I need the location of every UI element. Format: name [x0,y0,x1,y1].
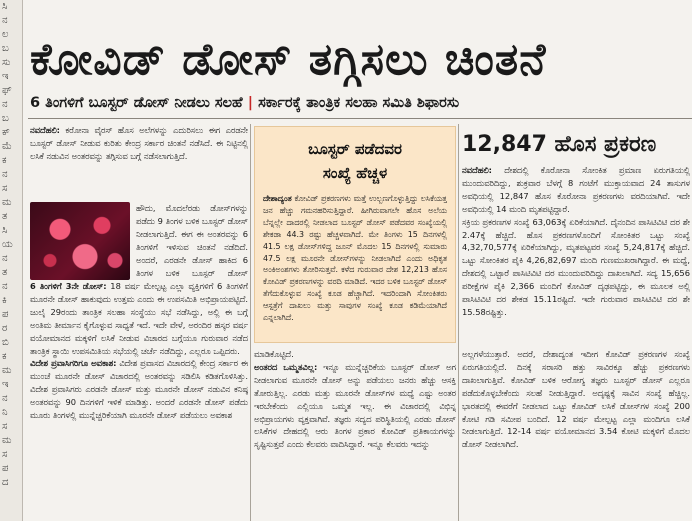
gutter-fragment: ಕ್ [2,127,10,138]
col1-para-1: ನವದೆಹಲಿ: ಕರೋನಾ ವೈರಸ್ ಹೊಸ ಅಲೆಗಳನ್ನು ಎದುರಿಸಲು ಈಗ ಎರಡನೇ ಬೂಸ್ಟರ್ ಡೋಸ್ ನೀಡುವ ಕುರಿತು ಕೇಂದ್ರ ಸರ್ಕಾರ ಚಿಂತನೆ ನಡೆಸಿದೆ. ಈ ನಿಟ್ಟಿನಲ್ಲಿ ಲಸಿಕೆ ನಡುವಿನ ಅಂತರವನ್ನು ತಗ್ಗಿಸುವ ಬಗ್ಗೆ ನಡೆಸಲಾಗುತ್ತಿದೆ. [30,125,248,161]
col1-para-3: 6 ತಿಂಗಳಿಗೆ 3ನೇ ಡೋಸ್: 18 ವರ್ಷ ಮೇಲ್ಪಟ್ಟ ಎಲ್ಲಾ ವ್ಯಕ್ತಿಗಳಿಗೆ 6 ತಿಂಗಳಿಗೆ ಮೂರನೇ ಡೋಸ್ ಹಾಕುವುದು ಉತ್ತಮ ಎಂದು ಈ ಉಪಸಮಿತಿ ಅಭಿಪ್ರಾಯಪಟ್ಟಿದೆ. ಜುಲೈ 29ರಂದು ತಾಂತ್ರಿಕ ಸಲಹಾ ಸಂಸ್ಥೆಯು ಸಭೆ ನಡೆಸಿದ್ದು, ಅಲ್ಲಿ ಈ ಬಗ್ಗೆ ಅಂತಿಮ ತೀರ್ಮಾನ ಕೈಗೊಳ್ಳುವ ಸಾಧ್ಯತೆ ಇದೆ. ಇದೇ ವೇಳೆ, ಅರಂದಿರ ಹಸ್ಕರ ವರ್ಷ ವಯೋಮಾನದ ಮಕ್ಕಳಿಗೆ ಲಸಿಕೆ ನೀಡುವ ವಿಚಾರದ ಬಗ್ಗೆಯೂ ಗುರುವಾರ ನಡೆದ ತಾಂತ್ರಿಕ ಸ್ಥಾಯಿ ಉಪಸಮಿತಿಯ ಸಭೆಯಲ್ಲಿ ಚರ್ಚೆ ನಡೆದಿದ್ದು, ಎಲ್ಲರೂ ಒಪ್ಪಿದರು. [30,281,248,356]
gutter-fragment: ನ [2,393,8,404]
gutter-fragment: ತ [2,267,8,278]
gutter-fragment: ಸು [2,57,11,68]
gutter-fragment: ಮ [2,197,12,208]
col2-para-1: ಮಾಡಿಕೊಟ್ಟಿದೆ. [254,349,294,359]
subhead-separator: | [247,95,253,111]
gutter-fragment: ತ [2,211,8,222]
headline: ಕೋವಿಡ್ ಡೋಸ್ ತಗ್ಗಿಸಲು ಚಿಂತನೆ [30,34,547,85]
gutter-fragment: ಇ [2,379,9,390]
gutter-fragment: ಲ [2,29,9,40]
gutter-fragment: ಕಿ [2,295,7,306]
new-cases-headline: 12,847 ಹೊಸ ಪ್ರಕರಣ [462,132,657,157]
col2-para-2: ಅಂತರದ ಒಮ್ಮತವಿಲ್ಲ: ಇನ್ನೂ ಮುನ್ನೆಚ್ಚರಿಕೆಯ ಬೂಸ್ಟರ್ ಡೋಸ್ ಅಗ ನೀಡಲಾಗುವ ಮೂರನೇ ಡೋಸ್ ಅನ್ನು ಪಡೆಯಲು ಜನರು ಹೆಚ್ಚು ಆಸಕ್ತಿ ತೋರುತ್ತಿಲ್ಲ. ಎರಡು ಮತ್ತು ಮೂರನೇ ಡೋಸ್‌ಗಳ ಮಧ್ಯೆ ಎಷ್ಟು ಅಂತರ ಇರಬೇಕೆಂದು ಎಲ್ಲಿಯೂ ಒಮ್ಮತ ಇಲ್ಲ. ಈ ವಿಚಾರದಲ್ಲಿ ವಿಭಿನ್ನ ಅಭಿಪ್ರಾಯಗಳು ವ್ಯಕ್ತವಾಗಿವೆ. ತಜ್ಞರು ಸದ್ಯದ ಪರಿಸ್ಥಿತಿಯಲ್ಲಿ ಎರಡು ಡೋಸ್ ಲಸಿಕೆಗಳ ದೇಹದಲ್ಲಿ ಆರು ತಿಂಗಳ ಪ್ರಕಾರ ಕೋವಿಡ್ ಪ್ರತಿಕಾಯಗಳನ್ನು ಸೃಷ್ಟಿಸುತ್ತವೆ ಎಂದು ಕೆಲವರು ವಾದಿಸಿದ್ದಾರೆ. ಇನ್ನೂ ಕೆಲವರು ಇದನ್ನು [254,361,456,450]
gutter-fragment: ಸ [2,449,8,460]
booster-highlight-box [254,126,456,343]
gutter-fragment: ದ [2,477,9,488]
box-title: ಬೂಸ್ಟರ್ ಪಡೆದವರ ಸಂಖ್ಯೆ ಹೆಚ್ಚಳ [308,140,402,182]
article-column-3-continued [462,348,690,521]
gutter-fragment: ರ [2,323,8,334]
gutter-fragment: ನ [2,253,8,264]
coronavirus-image [30,202,130,280]
article-column-2 [254,348,456,521]
gutter-fragment: ನ [2,281,8,292]
gutter-fragment: ಸಿ [2,225,8,236]
top-rule [28,118,692,119]
gutter-fragment: ಸ [2,421,8,432]
gutter-fragment: ಮ [2,365,12,376]
gutter-fragment: ಪ [2,463,9,474]
subhead-right: ಸರ್ಕಾರಕ್ಕೆ ತಾಂತ್ರಿಕ ಸಲಹಾ ಸಮಿತಿ ಶಿಫಾರಸು [258,95,460,111]
gutter-fragment: ಇ [2,71,9,82]
gutter-fragment: ಮೆ [2,141,12,152]
gutter-fragment: ಪ [2,309,9,320]
adjacent-column-strip [0,0,23,521]
col3b-para-1: ಅಲ್ಲಗಳೆಯುತ್ತಾರೆ. ಅದರೆ, ದೇಶಾದ್ಯಂತ ಇದೀಗ ಕೋವಿಡ್ ಪ್ರಕರಣಗಳ ಸಂಖ್ಯೆ ಏರುಗತಿಯಲ್ಲಿದೆ. ದಿನಕ್ಕೆ ಸರಾಸರಿ ಹತ್ತು ಸಾವಿರಕ್ಕೂ ಹೆಚ್ಚು ಪ್ರಕರಣಗಳು ದಾಖಲಾಗುತ್ತಿವೆ. ಕೋವಿಡ್ ಬಳಿಕ ಆರೋಗ್ಯ ತಜ್ಞರು ಬೂಸ್ಟರ್ ಡೋಸ್ ಎಲ್ಲರೂ ಪಡೆದುಕೊಳ್ಳಬೇಕೆಂದು ಸಲಹೆ ನೀಡುತ್ತಿದ್ದಾರೆ. ಅದೃಷ್ಟಕ್ಕೆ ಸಾವಿನ ಸಂಖ್ಯೆ ಹೆಚ್ಚಿಲ್ಲ. ಭಾರತದಲ್ಲಿ ಈವರೆಗೆ ನೀಡಲಾದ ಒಟ್ಟು ಕೋವಿಡ್ ಲಸಿಕೆ ಡೋಸ್‌ಗಳ ಸಂಖ್ಯೆ 200 ಕೋಟಿ ಗಡಿ ಸಮೀಪ ಬಂದಿದೆ. 12 ವರ್ಷ ಮೇಲ್ಪಟ್ಟ ಎಲ್ಲಾ ಮಂದಿಗೂ ಲಸಿಕೆ ನೀಡಲಾಗುತ್ತಿದೆ. 12-14 ವರ್ಷ ವಯೋಮಾನದ 3.54 ಕೋಟಿ ಮಕ್ಕಳಿಗೆ ಮೊದಲ ಡೋಸ್ ನೀಡಲಾಗಿದೆ. [462,349,690,450]
col1-para-2a: ಹೌದು, ಮೊದಲೆರಡು ಡೋಸ್‌ಗಳನ್ನು ಪಡೆದು 9 ತಿಂಗಳ ಬಳಿಕ ಬೂಸ್ಟರ್ ಡೋಸ್ ನೀಡಲಾಗುತ್ತಿದೆ. ಈಗ ಈ ಅಂತರವನ್ನು 6 ತಿಂಗಳಿಗೆ ಇಳಿಸುವ ಚಿಂತನೆ ನಡೆದಿದೆ. ಅಂದರೆ, ಎರಡನೇ ಡೋಸ್ ಹಾಕಿದ 6 ತಿಂಗಳ ಬಳಿಕ ಬೂಸ್ಟರ್ ಡೋಸ್ [136,203,248,278]
gutter-fragment: ಯ [2,239,13,250]
gutter-fragment: ಬ [2,43,9,54]
gutter-fragment: ಮ [2,435,12,446]
column-divider-1 [250,124,251,521]
gutter-fragment: ಬ [2,113,9,124]
gutter-fragment: ನ [2,15,8,26]
gutter-fragment: ಬಿ [2,337,9,348]
subhead-left: 6 ತಿಂಗಳಿಗೆ ಬೂಸ್ಟರ್ ಡೋಸ್ ನೀಡಲು ಸಲಹೆ [30,95,243,111]
gutter-fragment: ಕ [2,351,7,362]
col1-para-4: ವಿದೇಶ ಪ್ರವಾಸಿಗರಿಗೂ ಅವಕಾಶ: ವಿದೇಶ ಪ್ರವಾಸದ ವಿಚಾರದಲ್ಲಿ ಕೇಂದ್ರ ಸರ್ಕಾರ ಈ ಮುಂಚೆ ಮೂರನೇ ಡೋಸ್ ವಿಚಾರದಲ್ಲಿ ಅಂತರವನ್ನು ಸಡಿಲಿಸಿ ಕಡಿತಗೊಳಿಸಿತ್ತು. ವಿದೇಶ ಪ್ರವಾಸಿಗರು ಎರಡನೇ ಡೋಸ್ ಮತ್ತು ಮೂರನೇ ಡೋಸ್ ನಡುವಿನ ಕನಿಷ್ಠ ಅಂತರವನ್ನು 90 ದಿನಗಳಿಗೆ ಇಳಿಕೆ ಮಾಡಿತ್ತು. ಅಂದರೆ ಎರಡನೇ ಡೋಸ್ ಪಡೆದು ಮೂರು ತಿಂಗಳಲ್ಲಿ ಮುನ್ನೆಚ್ಚರಿಕೆಯಾಗಿ ಮೂರನೇ ಡೋಸ್ ಪಡೆಯಲು ಅವಕಾಶ [30,358,248,421]
col3-para-2: ಸಕ್ರಿಯ ಪ್ರಕರಣಗಳ ಸಂಖ್ಯೆ 63,063ಕ್ಕೆ ಏರಿಕೆಯಾಗಿದೆ. ದೈನಂದಿನ ಪಾಸಿಟಿವಿಟಿ ದರ ಶೇ 2.47ಕ್ಕೆ ಹೆಚ್ಚಿದೆ. ಹೊಸ ಪ್ರಕರಣಗಳೊಂದಿಗೆ ಸೋಂಕಿತರ ಒಟ್ಟು ಸಂಖ್ಯೆ 4,32,70,577ಕ್ಕೆ ಏರಿಕೆಯಾಗಿದ್ದು, ಮೃತಪಟ್ಟವರ ಸಂಖ್ಯೆ 5,24,817ಕ್ಕೆ ಹೆಚ್ಚಿದೆ. ಒಟ್ಟು ಸೋಂಕಿತರ ಪೈಕಿ 4,26,82,697 ಮಂದಿ ಗುಣಮುಖರಾಗಿದ್ದಾರೆ. ಈ ಮಧ್ಯೆ, ದೇಶದಲ್ಲಿ ಒಟ್ಟಾರೆ ಪಾಸಿಟಿವಿಟಿ ದರ ಮುಂದುವರಿದಿದ್ದು ದಾಖಲಾಗಿದೆ. ಸದ್ಯ 15,656 ಪರೀಕ್ಷೆಗಳ ಪೈಕಿ 2,366 ಮಂದಿಗೆ ಕೋವಿಡ್ ದೃಢಪಟ್ಟಿದ್ದು, ಈ ಮೂಲಕ ಅಲ್ಲಿ ಪಾಸಿಟಿವಿಟಿ ದರ ಶೇಕಡ 15.11ರಷ್ಟಿದೆ. ಇದೇ ಗುರುವಾರ ಪಾಸಿಟಿವಿಟಿ ದರ ಶೇ 15.58ರಷ್ಟಿತ್ತು. [462,216,690,317]
gutter-fragment: ನ [2,169,8,180]
article-column-3 [462,164,690,344]
subheadline [30,92,692,114]
col3-para-1: ನವದೆಹಲಿ: ದೇಶದಲ್ಲಿ ಕೊರೋನಾ ಸೋಂಕಿತ ಪ್ರಮಾಣ ಏರುಗತಿಯಲ್ಲಿ ಮುಂದುವರಿದಿದ್ದು, ಶುಕ್ರವಾರ ಬೆಳಗ್ಗೆ 8 ಗಂಟೆಗೆ ಮುಕ್ತಾಯವಾದ 24 ತಾಸುಗಳ ಅವಧಿಯಲ್ಲಿ 12,847 ಹೊಸ ಕೊರೋನಾ ಪ್ರಕರಣಗಳು ವರದಿಯಾಗಿವೆ. ಇದೇ ಅವಧಿಯಲ್ಲಿ 14 ಮಂದಿ ಮೃತಪಟ್ಟಿದ್ದಾರೆ. [462,165,690,214]
gutter-fragment: ನಿ [2,407,8,418]
article-column-1 [30,124,248,521]
gutter-fragment: ಸಿ [2,1,8,12]
box-text: ದೇಶಾದ್ಯಂತ ಕೋವಿಡ್ ಪ್ರಕರಣಗಳು ಮತ್ತೆ ಉಲ್ಬಣಗೊಳ್ಳುತ್ತಿದ್ದು ಲಸಿಕೆಯತ್ತ ಜನ ಹೆಚ್ಚು ಗಮನಹರಿಸುತ್ತಿದ್ದಾರೆ. ಹೀಗಿರುವಾಗಲೇ ಹೊಸ ಅಲೆಯ ಬೆನ್ನಲ್ಲೇ ದಾದರಲ್ಲಿ ನೀಡಲಾದ ಬೂಸ್ಟರ್ ಡೋಸ್ ಪಡೆದವರ ಸಂಖ್ಯೆಯಲ್ಲಿ ಶೇಕಡಾ 44.3 ರಷ್ಟು ಹೆಚ್ಚಳವಾಗಿದೆ. ಮೇ ತಿಂಗಳು 15 ದಿನಗಳಲ್ಲಿ 41.5 ಲಕ್ಷ ಡೋಸ್‌ಗಳಿದ್ದ ಜೂನ್ ಮೊದಲ 15 ದಿನಗಳಲ್ಲಿ ಸುಮಾರು 47.5 ಲಕ್ಷ ಮೂರನೇ ಡೋಸ್‌ಗಳನ್ನು ನೀಡಲಾಗಿದೆ ಎಂದು ಅಧಿಕೃತ ಅಂಕಿಅಂಶಗಳು ತೋರಿಸುತ್ತವೆ. ಕಳೆದ ಗುರುವಾರ ದೇಶ 12,213 ಹೊಸ ಕೋವಿಡ್ ಪ್ರಕರಣಗಳನ್ನು ವರದಿ ಮಾಡಿದೆ. ಇದರ ಬಳಿಕ ಬೂಸ್ಟರ್ ಡೋಸ್ ತೆಗೆದುಕೊಳ್ಳುವ ಸಂಖ್ಯೆ ಕೂಡ ಹೆಚ್ಚಾಗಿದೆ. ಇದರಿಂದಾಗಿ ಸೋಂಕಿತರು ಆಸ್ಪತ್ರೆಗೆ ದಾಖಲು ಮತ್ತು ಸಾವುಗಳ ಸಂಖ್ಯೆ ಕೂಡ ಕಡಿಮೆಯಾಗಿದೆ ಎನ್ನಲಾಗಿದೆ. [263,194,447,323]
gutter-fragment: ಸ [2,183,8,194]
gutter-fragment: ಕ [2,155,7,166]
gutter-fragment: ನ [2,99,8,110]
column-divider-2 [458,124,459,521]
gutter-fragment: ಫ್ [2,85,12,96]
